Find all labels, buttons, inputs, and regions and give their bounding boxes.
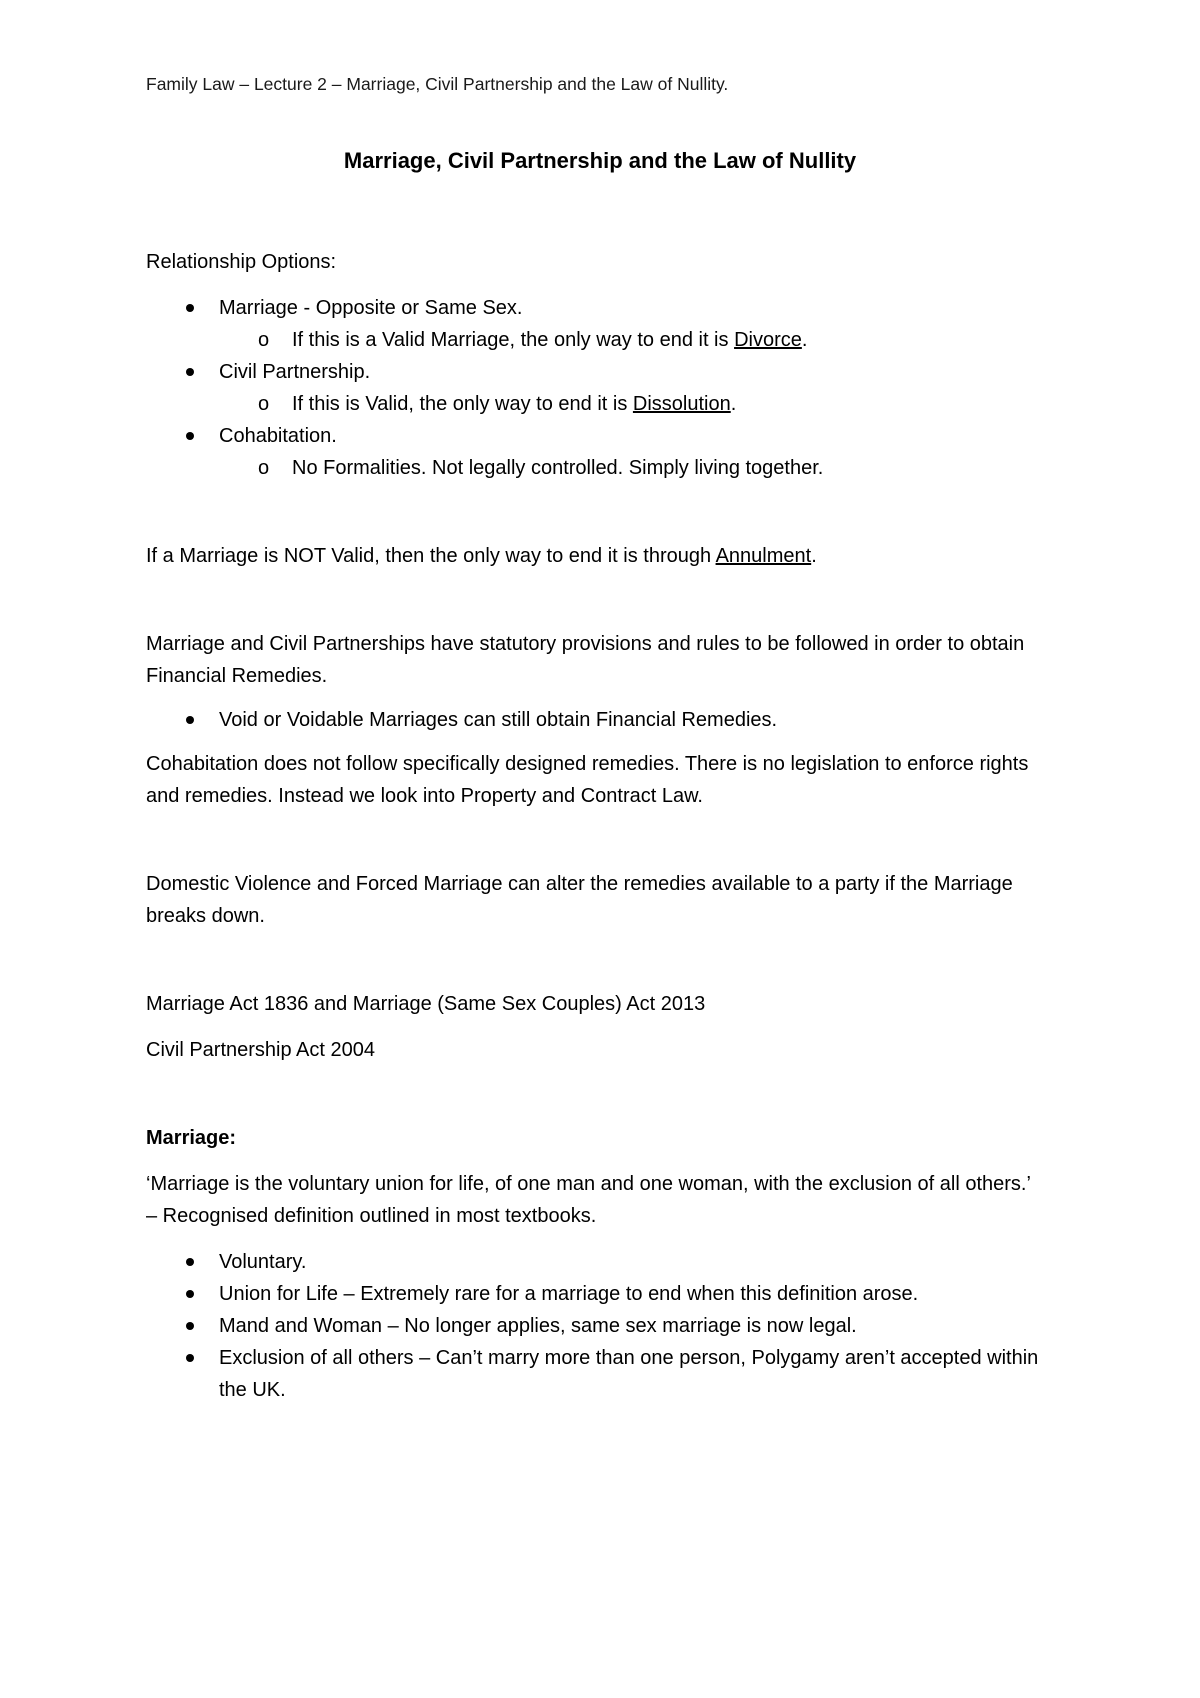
list-item: o If this is a Valid Marriage, the only way to end it is Divorce. [146, 324, 1046, 356]
annulment-term: Annulment [715, 545, 812, 567]
list-item: Voluntary. [146, 1246, 1046, 1278]
statutory-paragraph: Marriage and Civil Partnerships have statutory provisions and rules to be followed in order to obtain Financial Remedies. [146, 633, 1025, 687]
list-item: Mand and Woman – No longer applies, same sex marriage is now legal. [146, 1310, 1046, 1342]
divorce-term: Divorce [734, 329, 802, 351]
marriage-elements-list [146, 1246, 1046, 1406]
act-item: Civil Partnership Act 2004 [146, 1039, 376, 1061]
relationship-options-list [146, 292, 1046, 484]
void-list [146, 704, 1046, 736]
document-title: Marriage, Civil Partnership and the Law of Nullity [343, 148, 857, 173]
annulment-paragraph: If a Marriage is NOT Valid, then the only way to end it is through Annulment. [146, 545, 817, 567]
document-body [146, 246, 1046, 1406]
marriage-heading: Marriage: [146, 1127, 237, 1149]
marriage-definition: ‘Marriage is the voluntary union for life, of one man and one woman, with the exclusion of all others.’ – Recognised definition outlined in most textbooks. [146, 1173, 1031, 1227]
page-header: Family Law – Lecture 2 – Marriage, Civil Partnership and the Law of Nullity. [146, 74, 729, 94]
list-item: o If this is Valid, the only way to end it is Dissolution. [146, 388, 1046, 420]
cohabitation-paragraph: Cohabitation does not follow specifically designed remedies. There is no legislation to enforce rights and remedies. Instead we look into Property and Contract Law. [146, 753, 1029, 807]
domestic-violence-paragraph: Domestic Violence and Forced Marriage can alter the remedies available to a party if the Marriage breaks down. [146, 873, 1013, 927]
list-item: Void or Voidable Marriages can still obtain Financial Remedies. [146, 704, 1046, 736]
relationship-options-heading: Relationship Options: [146, 251, 337, 273]
list-item: o No Formalities. Not legally controlled. Simply living together. [146, 452, 1046, 484]
list-item: Union for Life – Extremely rare for a marriage to end when this definition arose. [146, 1278, 1046, 1310]
list-item: Civil Partnership. [146, 356, 1046, 388]
dissolution-term: Dissolution [632, 393, 731, 415]
act-item: Marriage Act 1836 and Marriage (Same Sex Couples) Act 2013 [146, 993, 706, 1015]
list-item: Cohabitation. [146, 420, 1046, 452]
list-item: Exclusion of all others – Can’t marry more than one person, Polygamy aren’t accepted within the UK. [146, 1342, 1046, 1406]
list-item: Marriage - Opposite or Same Sex. [146, 292, 1046, 324]
